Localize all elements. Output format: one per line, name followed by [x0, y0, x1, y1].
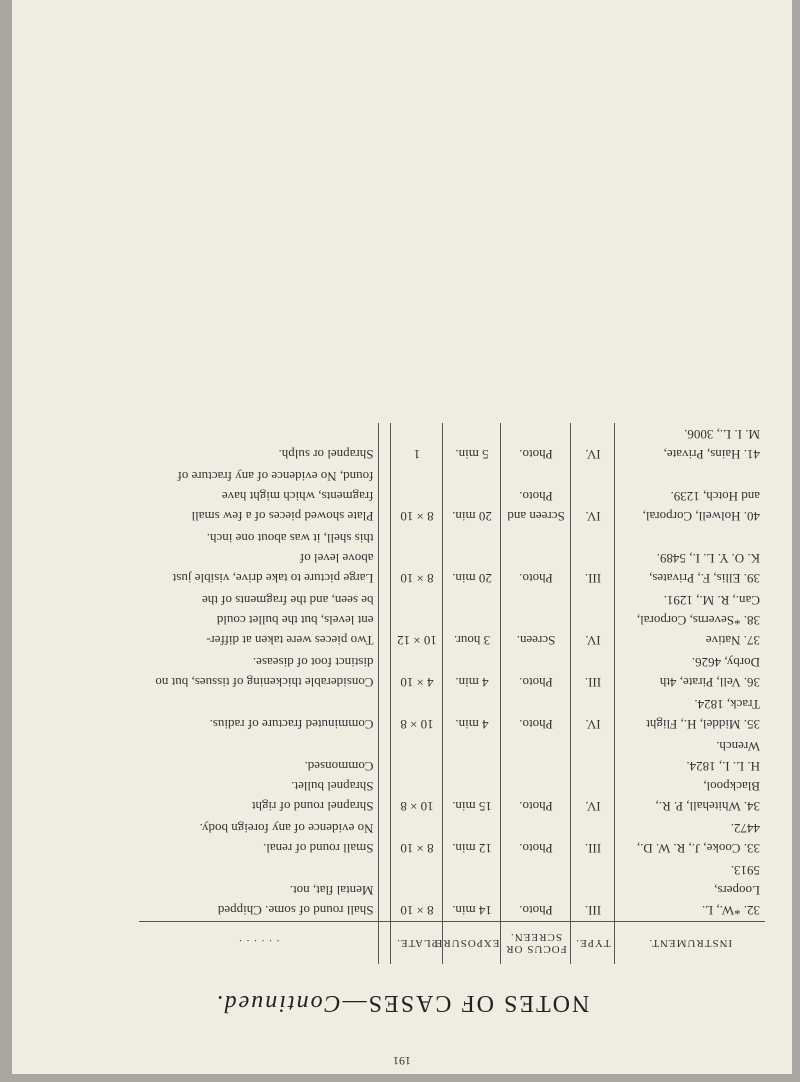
cell-instrument-line: 4472.: [730, 821, 760, 836]
cell-focus: Photo.: [501, 693, 571, 735]
cell-result-line: Two pieces were taken at differ-: [206, 633, 374, 648]
cell-instrument-line: 38. *Severns, Corporal,: [636, 613, 760, 628]
cell-instrument-line: H. L. I., 1824.: [686, 759, 760, 774]
cell-plate: 10 × 8: [391, 693, 443, 735]
cell-exposure: 14 min.: [443, 859, 501, 922]
cell-result: [139, 589, 379, 651]
cell-c: [379, 817, 391, 859]
cell-c: [379, 859, 391, 922]
table-row: [139, 527, 765, 589]
cell-instrument-line: 32. *W., L.: [701, 903, 760, 918]
cell-result-line: found, No evidence of any fracture of: [177, 469, 374, 484]
cell-instrument: [615, 423, 765, 465]
cell-instrument-line: Loopers,: [714, 883, 760, 898]
cell-instrument-line: 35. Middel, H., Flight: [646, 717, 760, 732]
cell-plate: 1: [391, 423, 443, 465]
cell-plate: 8 × 10: [391, 817, 443, 859]
cell-result-line: ent levels, but the bullet could: [216, 613, 374, 628]
header-exposure: EXPOSURE.: [443, 922, 501, 965]
cell-result-line: fragments, which might have: [221, 489, 374, 504]
cell-result: [139, 527, 379, 589]
cell-instrument: [615, 527, 765, 589]
cell-result-line: Shall round of some. Chipped: [217, 903, 374, 918]
table-header-row: [139, 922, 765, 965]
cell-c: [379, 465, 391, 527]
cell-c: [379, 527, 391, 589]
header-fuse: FOCUS OR SCREEN.: [501, 922, 571, 965]
cell-plate: 8 × 10: [391, 465, 443, 527]
cell-type: IV.: [571, 693, 615, 735]
cell-type: IV.: [571, 423, 615, 465]
header-c: [379, 922, 391, 965]
cell-c: [379, 735, 391, 817]
cell-exposure: 5 min.: [443, 423, 501, 465]
cell-result: [139, 651, 379, 693]
cell-instrument-line: 33. Cooke, J., R. W. D.,: [636, 841, 760, 856]
cell-instrument-line: Dorby, 4626.: [691, 655, 760, 670]
cell-instrument: [615, 465, 765, 527]
cell-result-line: Shrapnel or sulph.: [278, 447, 374, 462]
cell-instrument-line: and Hotch, 1239.: [670, 489, 760, 504]
cell-result-line: No evidence of any foreign body.: [199, 821, 374, 836]
cell-focus: Photo.: [501, 423, 571, 465]
cell-focus: Photo.: [501, 651, 571, 693]
cell-type: III.: [571, 527, 615, 589]
cell-result: [139, 423, 379, 465]
cell-instrument-line: 5913.: [730, 863, 760, 878]
cell-focus: Photo.: [501, 817, 571, 859]
cell-focus: Screen and Photo.: [501, 465, 571, 527]
cell-result: [139, 817, 379, 859]
cell-result: [139, 693, 379, 735]
cell-plate: 10 × 8: [391, 735, 443, 817]
cell-type: III.: [571, 817, 615, 859]
table-body: [139, 423, 765, 922]
cell-c: [379, 651, 391, 693]
cell-result: [139, 735, 379, 817]
table-row: [139, 735, 765, 817]
cell-type: IV.: [571, 465, 615, 527]
cases-table: [139, 423, 765, 964]
cell-instrument: [615, 817, 765, 859]
cell-exposure: 20 min.: [443, 465, 501, 527]
cell-instrument-line: Can., R. M., 1291.: [663, 593, 760, 608]
cell-type: III.: [571, 651, 615, 693]
cell-c: [379, 589, 391, 651]
cell-c: [379, 423, 391, 465]
cell-result-line: Mental flat, not.: [289, 883, 374, 898]
cell-instrument: [615, 651, 765, 693]
cell-plate: 10 × 12: [391, 589, 443, 651]
header-instrument: INSTRUMENT.: [615, 922, 765, 965]
cell-instrument-line: Wrench.: [716, 739, 760, 754]
table-row: [139, 589, 765, 651]
cell-plate: 8 × 10: [391, 859, 443, 922]
page-number: 191: [393, 1054, 411, 1068]
cell-focus: Screen.: [501, 589, 571, 651]
cell-result-line: Considerable thickening of tissues, but no distinct foot of disease.: [155, 655, 374, 690]
cell-result-line: Commonsed.: [304, 759, 374, 774]
header-plate: PLATE.: [391, 922, 443, 965]
header-result: . . . . . .: [139, 922, 379, 965]
cell-focus: Photo.: [501, 859, 571, 922]
cell-instrument: [615, 589, 765, 651]
cell-instrument: [615, 735, 765, 817]
cell-result-line: Plate showed pieces of a few small: [191, 509, 374, 524]
title-italic: Continued.: [214, 990, 341, 1016]
header-type: TYPE.: [571, 922, 615, 965]
cell-result-line: Small round of renal.: [263, 841, 374, 856]
table-row: [139, 651, 765, 693]
cell-exposure: 20 min.: [443, 527, 501, 589]
cell-focus: Photo.: [501, 735, 571, 817]
cell-exposure: 12 min.: [443, 817, 501, 859]
cell-result-line: Large picture to take drive, visible just above level of: [172, 551, 374, 586]
cell-type: IV.: [571, 589, 615, 651]
cell-result-line: Comminuted fracture of radius.: [209, 717, 374, 732]
cell-result-line: this shell, it was about one inch.: [206, 531, 374, 546]
cell-instrument-line: M. I. L., 3006.: [684, 427, 760, 442]
cell-instrument-line: Track, 1824.: [694, 697, 760, 712]
cell-instrument: [615, 859, 765, 922]
title-main: NOTES OF CASES: [366, 990, 590, 1016]
cell-type: III.: [571, 859, 615, 922]
cell-type: IV.: [571, 735, 615, 817]
cell-plate: 8 × 10: [391, 527, 443, 589]
page-title: NOTES OF CASES—Continued.: [214, 990, 590, 1016]
table-row: [139, 693, 765, 735]
table-row: [139, 859, 765, 922]
cell-result: [139, 859, 379, 922]
cell-result-line: Shrapnel round of right: [251, 799, 374, 814]
cell-instrument-line: K. O. Y. L. I., 5489.: [656, 551, 760, 566]
cell-result: [139, 465, 379, 527]
cell-c: [379, 693, 391, 735]
cell-result-line: be seen, and the fragments of the: [202, 593, 374, 608]
cell-plate: 4 × 10: [391, 651, 443, 693]
cell-instrument-line: 34. Whitehall, P. R., Blackpool,: [655, 779, 760, 814]
cell-exposure: 3 hour.: [443, 589, 501, 651]
cell-instrument-line: 36. Vell, Pirate, 4th: [659, 675, 760, 690]
cell-exposure: 4 min.: [443, 693, 501, 735]
cell-instrument-line: 40. Holwell, Corporal,: [642, 509, 760, 524]
cell-focus: Photo.: [501, 527, 571, 589]
table-row: [139, 817, 765, 859]
cell-instrument: [615, 693, 765, 735]
cell-exposure: 15 min.: [443, 735, 501, 817]
table-row: [139, 465, 765, 527]
cell-instrument-line: 39. Ellis, F., Privates,: [649, 571, 760, 586]
cell-instrument-line: 41. Hains, Private,: [663, 447, 760, 462]
paper-sheet: [12, 0, 792, 1074]
cell-instrument-line: 37. Native: [705, 633, 760, 648]
cell-exposure: 4 min.: [443, 651, 501, 693]
table-row: [139, 423, 765, 465]
cell-result-line: Shrapnel bullet.: [291, 779, 374, 794]
